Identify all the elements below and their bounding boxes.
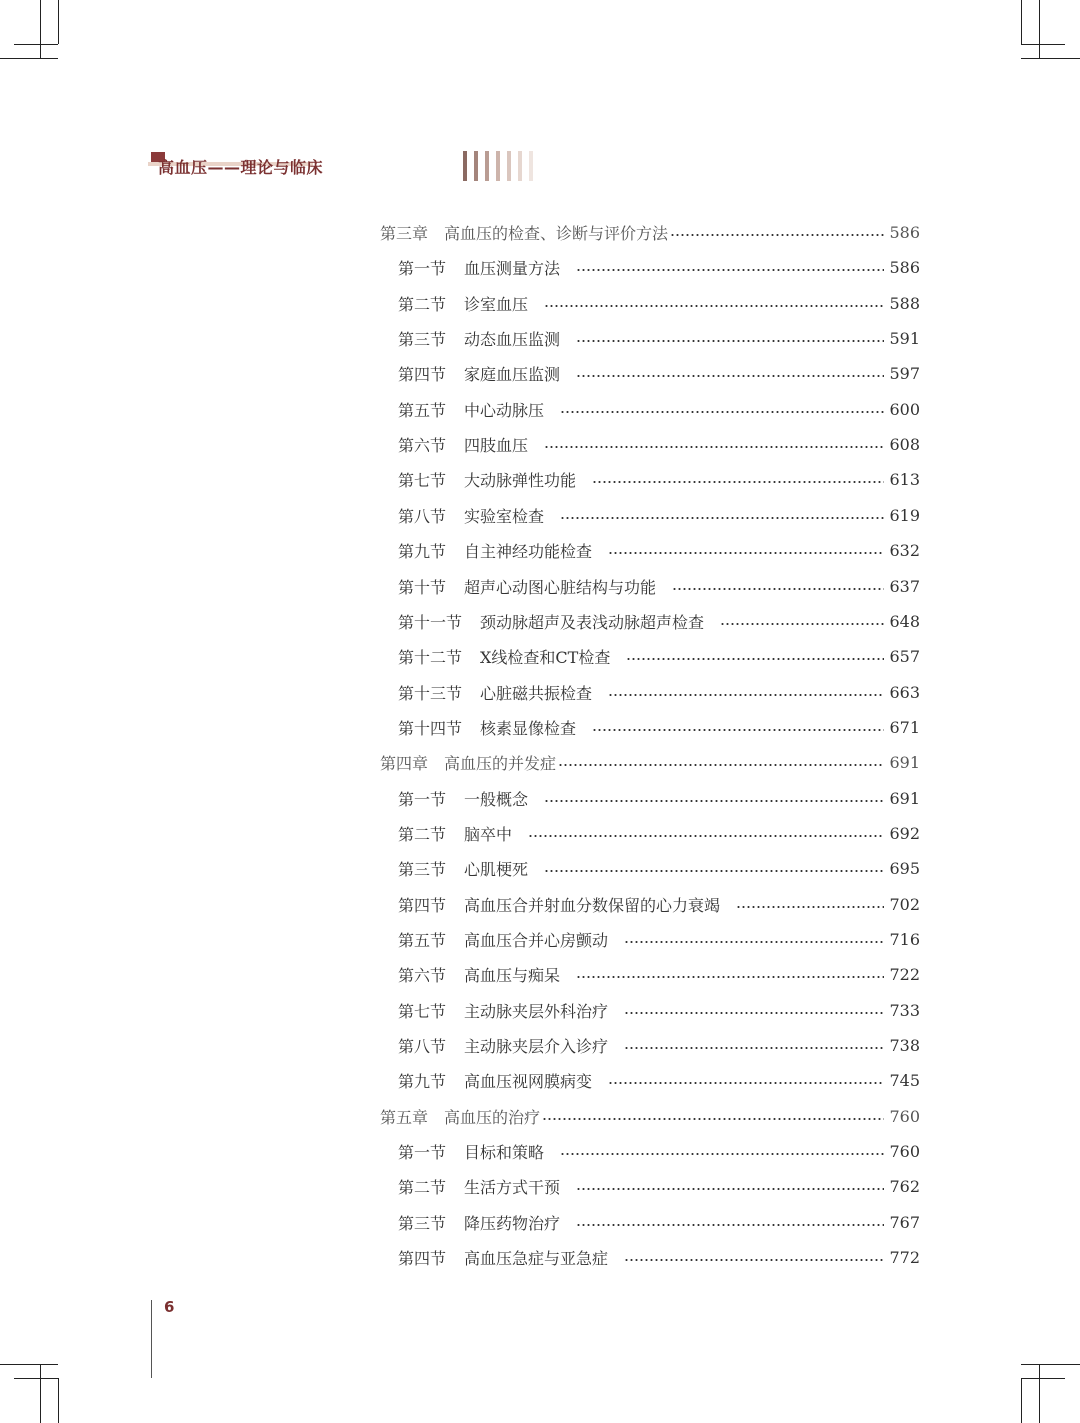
toc-leader-dots: [626, 657, 884, 661]
toc-entry-label: 第四节: [398, 1248, 447, 1268]
toc-entry-label: 第五节: [398, 400, 447, 420]
toc-page-number: 762: [889, 1176, 920, 1196]
toc-page-number: 691: [889, 788, 920, 808]
toc-leader-dots: [672, 587, 884, 591]
toc-section-row[interactable]: [398, 1139, 920, 1163]
toc-page-number: 632: [889, 540, 920, 560]
page-number: 6: [164, 1298, 175, 1316]
toc-entry-title: 脑卒中: [464, 824, 513, 844]
toc-entry-label: 第十节: [398, 577, 447, 597]
toc-entry-label: 第八节: [398, 506, 447, 526]
toc-section-row[interactable]: [398, 397, 920, 421]
toc-page-number: 760: [889, 1106, 920, 1126]
toc-entry-label: 第三章: [380, 223, 429, 243]
toc-entry-label: 第一节: [398, 1142, 447, 1162]
toc-leader-dots: [576, 374, 884, 378]
book-title: 高血压——理论与临床: [158, 158, 324, 177]
toc-leader-dots: [624, 940, 884, 944]
toc-entry-label: 第六节: [398, 435, 447, 455]
toc-leader-dots: [720, 622, 884, 626]
toc-entry-title: 生活方式干预: [464, 1177, 561, 1197]
toc-section-row[interactable]: [398, 609, 920, 633]
toc-entry-title: 高血压的治疗: [444, 1107, 541, 1127]
toc-entry-title: 高血压合并射血分数保留的心力衰竭: [464, 895, 721, 915]
toc-section-row[interactable]: [398, 291, 920, 315]
toc-entry-label: 第六节: [398, 965, 447, 985]
toc-entry-label: 第九节: [398, 1071, 447, 1091]
toc-leader-dots: [608, 551, 884, 555]
toc-leader-dots: [576, 1187, 884, 1191]
toc-leader-dots: [624, 1046, 884, 1050]
toc-leader-dots: [576, 1223, 884, 1227]
toc-page-number: 691: [889, 752, 920, 772]
toc-leader-dots: [560, 516, 884, 520]
toc-entry-label: 第二节: [398, 824, 447, 844]
toc-page-number: 671: [889, 717, 920, 737]
toc-section-row[interactable]: [398, 1174, 920, 1198]
toc-page-number: 760: [889, 1141, 920, 1161]
toc-leader-dots: [608, 1081, 884, 1085]
toc-chapter-row[interactable]: [380, 220, 920, 244]
toc-entry-label: 第九节: [398, 541, 447, 561]
toc-entry-title: 血压测量方法: [464, 258, 561, 278]
toc-entry-title: 高血压的检查、诊断与评价方法: [444, 223, 669, 243]
toc-page-number: 588: [889, 293, 920, 313]
toc-entry-title: 降压药物治疗: [464, 1213, 561, 1233]
toc-section-row[interactable]: [398, 892, 920, 916]
toc-section-row[interactable]: [398, 1210, 920, 1234]
toc-section-row[interactable]: [398, 255, 920, 279]
toc-entry-label: 第四章: [380, 753, 429, 773]
toc-section-row[interactable]: [398, 680, 920, 704]
toc-leader-dots: [608, 693, 884, 697]
toc-section-row[interactable]: [398, 574, 920, 598]
toc-page-number: 586: [889, 257, 920, 277]
toc-leader-dots: [560, 1152, 884, 1156]
toc-entry-label: 第十一节: [398, 612, 463, 632]
toc-entry-title: 颈动脉超声及表浅动脉超声检查: [480, 612, 705, 632]
toc-entry-label: 第一节: [398, 789, 447, 809]
toc-leader-dots: [624, 1258, 884, 1262]
toc-leader-dots: [592, 480, 884, 484]
toc-entry-title: 动态血压监测: [464, 329, 561, 349]
toc-section-row[interactable]: [398, 821, 920, 845]
toc-section-row[interactable]: [398, 644, 920, 668]
toc-page-number: 772: [889, 1247, 920, 1267]
toc-entry-title: 一般概念: [464, 789, 529, 809]
toc-leader-dots: [624, 1011, 884, 1015]
toc-entry-title: 高血压视网膜病变: [464, 1071, 593, 1091]
toc-entry-label: 第七节: [398, 470, 447, 490]
toc-page-number: 663: [889, 682, 920, 702]
toc-entry-label: 第四节: [398, 364, 447, 384]
toc-leader-dots: [736, 905, 884, 909]
toc-leader-dots: [576, 268, 884, 272]
toc-entry-label: 第十三节: [398, 683, 463, 703]
toc-page-number: 702: [889, 894, 920, 914]
toc-page-number: 648: [889, 611, 920, 631]
toc-entry-label: 第三节: [398, 329, 447, 349]
toc-page-number: 716: [889, 929, 920, 949]
toc-leader-dots: [544, 304, 884, 308]
toc-entry-label: 第二节: [398, 1177, 447, 1197]
toc-entry-title: 心脏磁共振检查: [480, 683, 593, 703]
toc-page-number: 695: [889, 858, 920, 878]
toc-page-number: 657: [889, 646, 920, 666]
toc-page-number: 600: [889, 399, 920, 419]
toc-leader-dots: [544, 445, 884, 449]
toc-page-number: 608: [889, 434, 920, 454]
toc-entry-title: 实验室检查: [464, 506, 545, 526]
toc-chapter-row[interactable]: [380, 750, 920, 774]
page-number-rule: [151, 1300, 152, 1378]
toc-entry-title: 高血压与痴呆: [464, 965, 561, 985]
toc-entry-label: 第二节: [398, 294, 447, 314]
toc-leader-dots: [592, 728, 884, 732]
toc-entry-title: 诊室血压: [464, 294, 529, 314]
toc-page-number: 692: [889, 823, 920, 843]
toc-leader-dots: [558, 763, 884, 767]
toc-section-row[interactable]: [398, 467, 920, 491]
toc-entry-title: 高血压合并心房颤动: [464, 930, 609, 950]
toc-section-row[interactable]: [398, 715, 920, 739]
toc-leader-dots: [542, 1117, 884, 1121]
toc-leader-dots: [560, 410, 884, 414]
toc-section-row[interactable]: [398, 1245, 920, 1269]
toc-section-row[interactable]: [398, 503, 920, 527]
toc-section-row[interactable]: [398, 538, 920, 562]
toc-entry-label: 第五节: [398, 930, 447, 950]
toc-page-number: 722: [889, 964, 920, 984]
toc-entry-title: 超声心动图心脏结构与功能: [464, 577, 657, 597]
toc-entry-label: 第七节: [398, 1001, 447, 1021]
toc-section-row[interactable]: [398, 326, 920, 350]
toc-entry-title: 高血压的并发症: [444, 753, 557, 773]
toc-section-row[interactable]: [398, 962, 920, 986]
toc-page-number: 745: [889, 1070, 920, 1090]
toc-entry-title: X线检查和CT检查: [480, 647, 611, 667]
toc-entry-label: 第三节: [398, 859, 447, 879]
toc-entry-title: 主动脉夹层介入诊疗: [464, 1036, 609, 1056]
toc-entry-label: 第十四节: [398, 718, 463, 738]
toc-entry-label: 第三节: [398, 1213, 447, 1233]
toc-entry-label: 第十二节: [398, 647, 463, 667]
toc-entry-label: 第八节: [398, 1036, 447, 1056]
toc-leader-dots: [544, 799, 884, 803]
toc-page-number: 767: [889, 1212, 920, 1232]
toc-chapter-row[interactable]: [380, 1104, 920, 1128]
toc-section-row[interactable]: [398, 856, 920, 880]
toc-page-number: 591: [889, 328, 920, 348]
toc-page-number: 733: [889, 1000, 920, 1020]
toc-entry-title: 大动脉弹性功能: [464, 470, 577, 490]
toc-section-row[interactable]: [398, 1068, 920, 1092]
toc-entry-label: 第一节: [398, 258, 447, 278]
toc-leader-dots: [576, 339, 884, 343]
toc-section-row[interactable]: [398, 927, 920, 951]
toc-entry-title: 目标和策略: [464, 1142, 545, 1162]
toc-entry-title: 主动脉夹层外科治疗: [464, 1001, 609, 1021]
toc-section-row[interactable]: [398, 998, 920, 1022]
toc-section-row[interactable]: [398, 786, 920, 810]
toc-leader-dots: [528, 834, 884, 838]
toc-entry-title: 核素显像检查: [480, 718, 577, 738]
toc-section-row[interactable]: [398, 432, 920, 456]
toc-page-number: 597: [889, 363, 920, 383]
toc-leader-dots: [670, 233, 884, 237]
toc-page-number: 637: [889, 576, 920, 596]
toc-leader-dots: [576, 975, 884, 979]
toc-entry-title: 四肢血压: [464, 435, 529, 455]
toc-leader-dots: [544, 869, 884, 873]
toc-page-number: 586: [889, 222, 920, 242]
toc-entry-title: 家庭血压监测: [464, 364, 561, 384]
toc-page-number: 613: [889, 469, 920, 489]
toc-section-row[interactable]: [398, 1033, 920, 1057]
toc-entry-title: 中心动脉压: [464, 400, 545, 420]
toc-section-row[interactable]: [398, 361, 920, 385]
toc-page-number: 738: [889, 1035, 920, 1055]
toc-entry-title: 高血压急症与亚急症: [464, 1248, 609, 1268]
toc-entry-title: 心肌梗死: [464, 859, 529, 879]
toc-page-number: 619: [889, 505, 920, 525]
toc-entry-label: 第五章: [380, 1107, 429, 1127]
toc-entry-title: 自主神经功能检查: [464, 541, 593, 561]
toc-entry-label: 第四节: [398, 895, 447, 915]
